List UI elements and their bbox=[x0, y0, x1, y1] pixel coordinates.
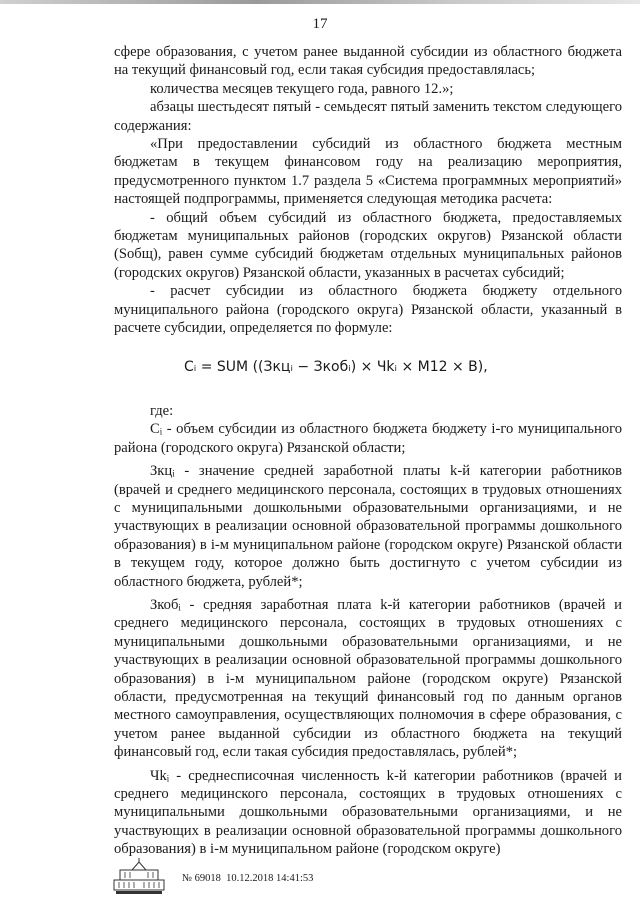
paragraph: где: bbox=[150, 402, 174, 419]
registration-stamp bbox=[182, 873, 313, 884]
document-number: № 69018 bbox=[182, 873, 221, 884]
paragraph: сфере образования, с учетом ранее выданной субсидии из областного бюджета на текущий финансовый год, если такая субсидия предоставлялась; bbox=[114, 44, 622, 79]
paragraph: абзацы шестьдесят пятый - семьдесят пятый заменить текстом следующего содержания: bbox=[114, 99, 622, 134]
page-number: 17 bbox=[312, 16, 328, 32]
paragraph: Зкцᵢ - значение средней заработной платы k-й категории работников (врачей и среднего медицинского персонала, состоящих в трудовых отношениях с муниципальными дошкольными образовательными организациями, и не участвующих в реализации основной образовательной программы дошкольного образования) в i-м муниципальном районе (городском округе) Рязанской области в текущем году, которое должно быть достигнуто с учетом субсидии из областного бюджета, рублей*; bbox=[114, 463, 622, 590]
formula: Cᵢ = SUM ((Зкцᵢ − Зкобᵢ) × Чkᵢ × M12 × B), bbox=[184, 358, 488, 375]
paragraph: - общий объем субсидий из областного бюджета, предоставляемых бюджетам муниципальных районов (городских округов) Рязанской области (Sобщ), равен сумме субсидий бюджетам отдельных муниципальных районов (городских округов) Рязанской области, указанных в расчетах субсидий; bbox=[114, 209, 622, 281]
paragraph: количества месяцев текущего года, равного 12.»; bbox=[150, 80, 454, 97]
paragraph: «При предоставлении субсидий из областного бюджета местным бюджетам в текущем финансовом году на реализацию мероприятия, предусмотренного пунктом 1.7 раздела 5 «Система программных мероприятий» настоящей подпрограммы, применяется следующая методика расчета: bbox=[114, 136, 622, 208]
government-building-logo bbox=[112, 856, 166, 894]
paragraph: Cᵢ - объем субсидии из областного бюджета бюджету i-го муниципального района (городского округа) Рязанской области; bbox=[114, 421, 622, 456]
document-body bbox=[114, 43, 622, 859]
paragraph: Зкобᵢ - средняя заработная плата k-й категории работников (врачей и среднего медицинского персонала, состоящих в трудовых отношениях с муниципальными дошкольными образовательными организациями, и не участвующих в реализации основной образовательной программы дошкольного образования) в i-м муниципальном районе (городском округе) Рязанской области, предусмотренная на текущий финансовый год по данным органов местного самоуправления, осуществляющих полномочия в сфере образования, с учетом ранее выданной субсидии из областного бюджета на текущий финансовый год, если такая субсидия предоставлялась, рублей*; bbox=[114, 596, 622, 761]
scan-edge bbox=[0, 0, 640, 4]
paragraph: - расчет субсидии из областного бюджета бюджету отдельного муниципального района (городского округа) Рязанской области, указанный в расчете субсидии, определяется по формуле: bbox=[114, 283, 622, 337]
paragraph: Чkᵢ - среднесписочная численность k-й категории работников (врачей и среднего медицинского персонала, состоящих в трудовых отношениях с муниципальными дошкольными образовательными организациями, и не участвующих в реализации основной образовательной программы дошкольного образования) в i-м муниципальном районе (городском округе) bbox=[114, 767, 622, 858]
registration-datetime: 10.12.2018 14:41:53 bbox=[226, 873, 314, 884]
